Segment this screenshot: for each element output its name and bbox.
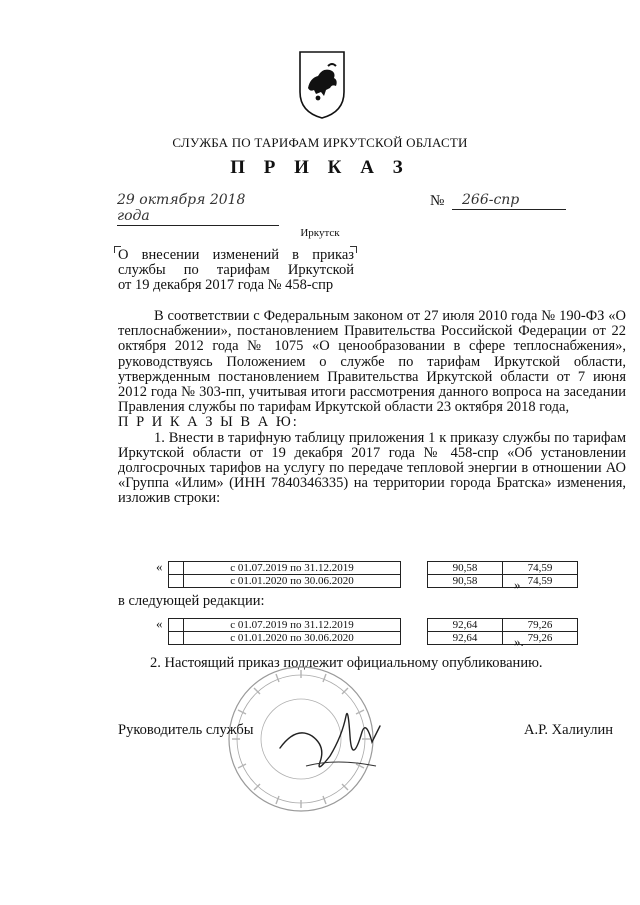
table-cell-empty: [169, 619, 184, 632]
order-word: П Р И К А З Ы В А Ю:: [118, 414, 299, 431]
handwritten-signature-icon: [276, 696, 386, 796]
new-edition-label: в следующей редакции:: [118, 593, 265, 609]
table-cell-value: 74,59: [503, 575, 578, 588]
table-cell-value: 74,59: [503, 562, 578, 575]
table-cell-empty: [401, 619, 428, 632]
table-cell-value: 90,58: [428, 562, 503, 575]
table-cell-empty: [401, 632, 428, 645]
table-row: [169, 619, 578, 632]
document-body: [118, 309, 626, 507]
number-label: №: [430, 193, 445, 209]
item-1-paragraph: 1. Внести в тарифную таблицу приложения 1 к приказу службы по тарифам Иркутской области от 19 декабря 2017 года № 458-спр «Об установлении долгосрочных тарифов на услугу по передаче тепловой энергии в отношении АО «Группа «Илим» (ИНН 7840346335) на территории города Братска» изменения, изложив строки:: [118, 429, 626, 507]
table-cell-value: 79,26: [503, 619, 578, 632]
table-cell-value: 90,58: [428, 575, 503, 588]
table-cell-empty: [169, 562, 184, 575]
item-2-paragraph: 2. Настоящий приказ подлежит официальному опубликованию.: [150, 655, 543, 671]
table-cell-period: с 01.01.2020 по 30.06.2020: [184, 575, 401, 588]
document-title: П Р И К А З: [230, 157, 410, 178]
document-subject: [118, 248, 354, 293]
document-date: 29 октября 2018 года: [117, 192, 279, 226]
subject-line: от 19 декабря 2017 года № 458-спр: [118, 277, 334, 293]
open-quote: «: [156, 616, 163, 631]
table-row: [169, 562, 578, 575]
table-cell-empty: [401, 562, 428, 575]
subject-line: службы по тарифам Иркутской: [118, 262, 354, 278]
close-quote: ».: [514, 634, 524, 649]
table-cell-empty: [169, 632, 184, 645]
city-label: Иркутск: [300, 227, 340, 239]
preamble-paragraph: В соответствии с Федеральным законом от 27 июля 2010 года № 190-ФЗ «О теплоснабжении», постановлением Правительства Российской Федерации от 22 октября 2012 года № 1075 «О ценообразовании в сфере теплоснабжения», руководствуясь Положением о службе по тарифам Иркутской области, утвержденным постановлением Правительства Иркутской области от 7 июня 2012 года № 303-пп, учитывая итоги рассмотрения данного вопроса на заседании Правления службы по тарифам Иркутской области 23 октября 2018 года,: [118, 308, 626, 416]
signatory-title: Руководитель службы: [118, 722, 254, 738]
organization-name: СЛУЖБА ПО ТАРИФАМ ИРКУТСКОЙ ОБЛАСТИ: [172, 135, 468, 150]
table-cell-period: с 01.07.2019 по 31.12.2019: [184, 562, 401, 575]
document-number: 266-спр: [452, 192, 566, 210]
coat-of-arms-icon: [296, 48, 348, 120]
table-cell-value: 92,64: [428, 619, 503, 632]
close-quote: »: [514, 577, 521, 592]
table-cell-empty: [401, 575, 428, 588]
table-cell-period: с 01.01.2020 по 30.06.2020: [184, 632, 401, 645]
table-cell-value: 92,64: [428, 632, 503, 645]
signatory-name: А.Р. Халиулин: [524, 722, 613, 738]
table-cell-period: с 01.07.2019 по 31.12.2019: [184, 619, 401, 632]
table-cell-empty: [169, 575, 184, 588]
subject-line: О внесении изменений в приказ: [118, 247, 354, 263]
table-cell-value: 79,26: [503, 632, 578, 645]
open-quote: «: [156, 559, 163, 574]
